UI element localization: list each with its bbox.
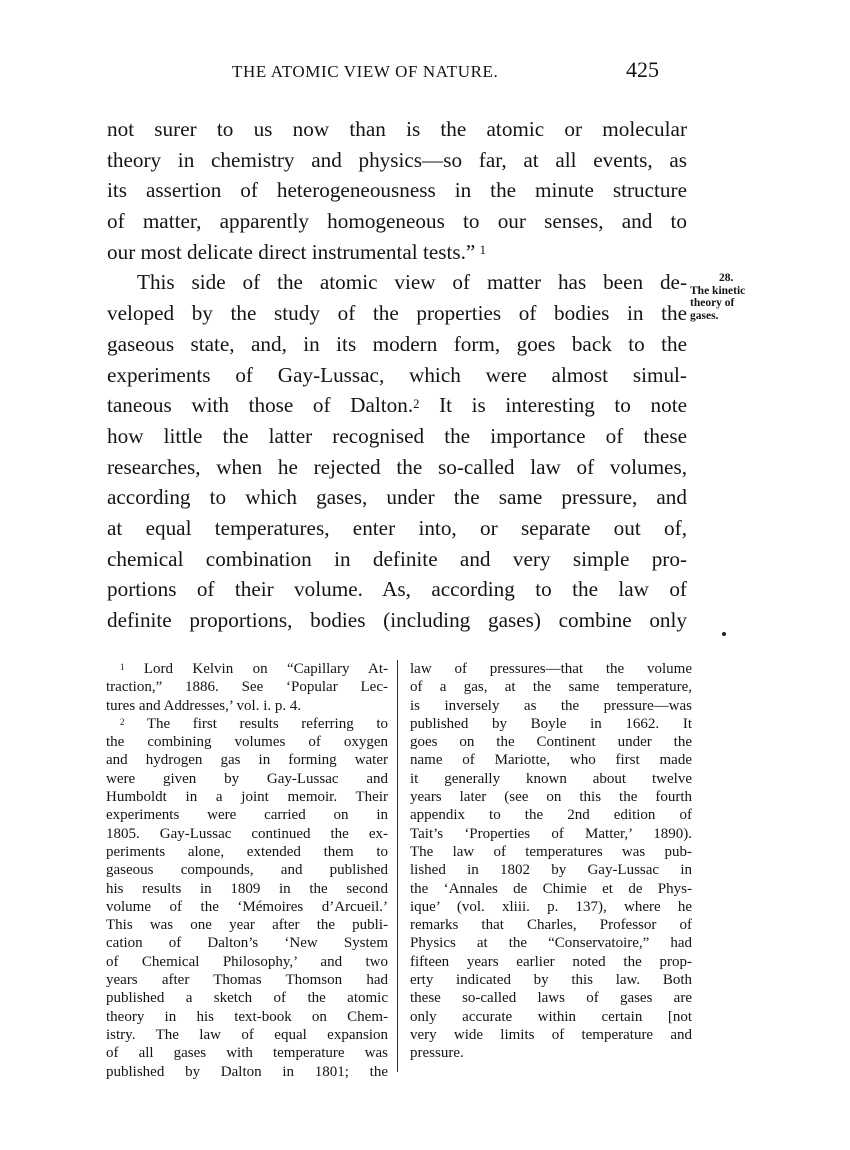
footnote-line: 1805. Gay-Lussac continued the ex- xyxy=(106,825,388,842)
text-line: gaseous state, and, in its modern form, goes back to the xyxy=(107,331,687,356)
footnote-line: the combining volumes of oxygen xyxy=(106,734,388,751)
footnote-line: cation of Dalton’s ‘New System xyxy=(106,935,388,952)
footnote-ref-1[interactable]: 1 xyxy=(479,243,486,258)
ink-speck xyxy=(722,632,726,636)
text-fragment: our most delicate direct instrumental tests.” xyxy=(107,239,476,264)
main-text xyxy=(107,114,687,636)
text-fragment: It is interesting to note xyxy=(419,393,687,418)
footnote-line: Physics at the “Conservatoire,” had xyxy=(410,935,692,952)
footnote-line: published by Dalton in 1801; the xyxy=(106,1063,388,1080)
footnote-line: it generally known about twelve xyxy=(410,770,692,787)
text-line: of matter, apparently homogeneous to our senses, and to xyxy=(107,209,687,234)
footnote-marker-1: 1 xyxy=(120,661,125,672)
footnote-line: of Chemical Philosophy,’ and two xyxy=(106,953,388,970)
footnote-line: published by Boyle in 1662. It xyxy=(410,715,692,732)
text-fragment: taneous with those of Dalton. xyxy=(107,393,414,418)
footnote-line: only accurate within certain [not xyxy=(410,1008,692,1025)
footnote-line: Tait’s ‘Properties of Matter,’ 1890). xyxy=(410,825,692,842)
footnote-line: The law of temperatures was pub- xyxy=(410,843,692,860)
text-line: according to which gases, under the same pressure, and xyxy=(107,485,687,510)
footnote-line: experiments were carried on in xyxy=(106,807,388,824)
text-line xyxy=(107,390,687,421)
footnote-line: very wide limits of temperature and xyxy=(410,1026,692,1043)
margin-note-line: gases. xyxy=(690,309,719,322)
footnote-line: years later (see on this the fourth xyxy=(410,789,692,806)
footnote-line: these so-called laws of gases are xyxy=(410,990,692,1007)
footnote-ref-2[interactable]: 2 xyxy=(413,396,420,411)
footnote-line: This was one year after the publi- xyxy=(106,917,388,934)
footnote-line: tures and Addresses,’ vol. i. p. 4. xyxy=(106,697,302,714)
footnote-column-left xyxy=(106,660,388,1081)
margin-note-line: theory of xyxy=(690,297,735,309)
footnote-line: were given by Gay-Lussac and xyxy=(106,770,388,787)
text-line: researches, when he rejected the so-called law of volumes, xyxy=(107,454,687,479)
footnote-line: the ‘Annales de Chimie et de Phys- xyxy=(410,880,692,897)
footnote-line: theory in his text-book on Chem- xyxy=(106,1008,388,1025)
text-line: how little the latter recognised the importance of these xyxy=(107,423,687,448)
footnote-line: goes on the Continent under the xyxy=(410,734,692,751)
text-fragment: The first results referring to xyxy=(124,715,388,732)
footnote-line: of all gases with temperature was xyxy=(106,1045,388,1062)
footnote-line: appendix to the 2nd edition of xyxy=(410,807,692,824)
running-title: THE ATOMIC VIEW OF NATURE. xyxy=(232,62,499,81)
footnote-line: is inversely as the pressure—was xyxy=(410,697,692,714)
text-line: This side of the atomic view of matter has been de- xyxy=(137,270,687,295)
footnote-line: gaseous compounds, and published xyxy=(106,862,388,879)
footnote-line: remarks that Charles, Professor of xyxy=(410,917,692,934)
margin-note xyxy=(690,272,785,322)
text-line xyxy=(107,237,687,268)
text-line: chemical combination in definite and very simple pro- xyxy=(107,546,687,571)
footnote-line: erty indicated by this law. Both xyxy=(410,972,692,989)
footnote-line: of a gas, at the same temperature, xyxy=(410,679,692,696)
footnote-line xyxy=(106,715,388,733)
text-line: veloped by the study of the properties of bodies in the xyxy=(107,301,687,326)
text-line: not surer to us now than is the atomic or molecular xyxy=(107,117,687,141)
footnote-line: traction,” 1886. See ‘Popular Lec- xyxy=(106,679,388,696)
margin-note-line: The kinetic xyxy=(690,284,746,297)
footnote-line: fifteen years earlier noted the prop- xyxy=(410,953,692,970)
footnote-line: published a sketch of the atomic xyxy=(106,990,388,1007)
footnote-line: and hydrogen gas in forming water xyxy=(106,752,388,769)
footnote-line: years after Thomas Thomson had xyxy=(106,972,388,989)
text-line: at equal temperatures, enter into, or separate out of, xyxy=(107,515,687,540)
text-line: experiments of Gay-Lussac, which were almost simul- xyxy=(107,362,687,387)
footnote-column-right xyxy=(410,660,692,1063)
page-number: 425 xyxy=(626,57,659,82)
footnote-line xyxy=(106,660,388,678)
text-fragment: Lord Kelvin on “Capillary At- xyxy=(124,661,388,677)
text-line: its assertion of heterogeneousness in the minute structure xyxy=(107,178,687,203)
text-line: theory in chemistry and physics—so far, at all events, as xyxy=(107,147,687,172)
footnote-line: law of pressures—that the volume xyxy=(410,661,692,677)
footnote-line: pressure. xyxy=(410,1045,464,1062)
column-divider xyxy=(397,660,398,1072)
footnote-marker-2: 2 xyxy=(120,716,125,727)
margin-note-number: 28. xyxy=(719,272,734,284)
text-line: portions of their volume. As, according to the law of xyxy=(107,577,687,602)
footnote-line: istry. The law of equal expansion xyxy=(106,1026,388,1043)
footnote-line: name of Mariotte, who first made xyxy=(410,752,692,769)
footnote-line: lished in 1802 by Gay-Lussac in xyxy=(410,862,692,879)
footnote-line: periments alone, extended them to xyxy=(106,843,388,860)
footnote-line: Humboldt in a joint memoir. Their xyxy=(106,789,388,806)
footnote-line: ique’ (vol. xliii. p. 137), where he xyxy=(410,898,692,915)
footnote-line: volume of the ‘Mémoires d’Arcueil.’ xyxy=(106,898,388,915)
text-line: definite proportions, bodies (including gases) combine only xyxy=(107,608,687,632)
footnote-line: his results in 1809 in the second xyxy=(106,880,388,897)
